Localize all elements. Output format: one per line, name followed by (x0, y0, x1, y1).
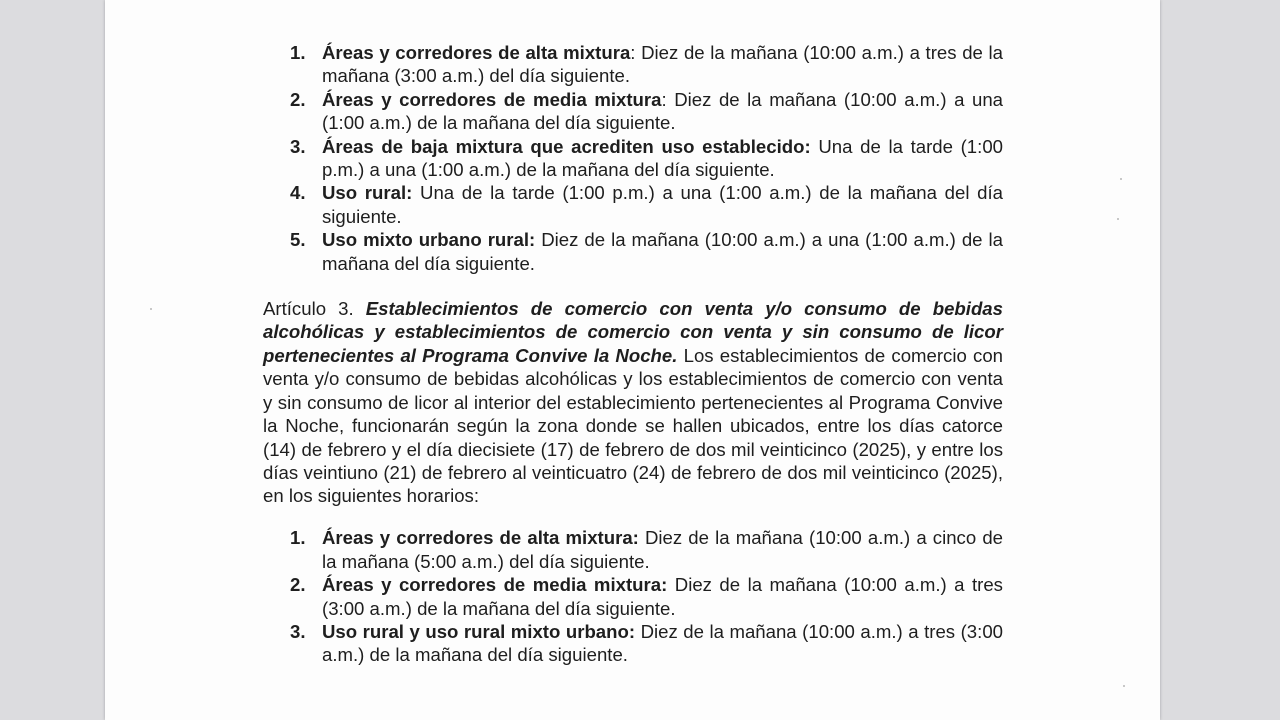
scan-speck (150, 308, 152, 310)
scan-speck (1123, 685, 1125, 687)
list-item-heading: Uso rural: (322, 182, 413, 204)
scan-speck (1117, 218, 1119, 220)
list-item (263, 88, 1003, 135)
list-item-heading: Áreas de baja mixtura que acrediten uso establecido: (322, 135, 811, 157)
list-item-number: 4. (290, 182, 306, 204)
list-item-text: Diez de la mañana (10:00 a.m.) a cinco de la mañana (5:00 a.m.) del día siguiente. (322, 527, 1003, 572)
list-item-number: 2. (290, 88, 306, 110)
list-item-text: : Diez de la mañana (10:00 a.m.) a una (1:00 a.m.) de la mañana del día siguiente. (322, 88, 1003, 134)
list-item-text: Diez de la mañana (10:00 a.m.) a tres (3:00 a.m.) de la mañana del día siguiente. (322, 574, 1003, 619)
list-item (263, 41, 1003, 88)
schedule-list-top (263, 41, 1003, 275)
list-item-number: 2. (290, 574, 306, 596)
list-item-number: 5. (290, 229, 306, 251)
list-item-heading: Áreas y corredores de media mixtura (322, 88, 662, 110)
list-item (263, 620, 1003, 667)
list-item-text: : Diez de la mañana (10:00 a.m.) a tres de la mañana (3:00 a.m.) del día siguiente. (322, 42, 1003, 87)
page-content (263, 41, 1003, 667)
article-3-paragraph (263, 297, 1003, 508)
list-item-text: Diez de la mañana (10:00 a.m.) a tres (3:00 a.m.) de la mañana del día siguiente. (322, 620, 1003, 666)
list-item (263, 181, 1003, 228)
list-item (263, 573, 1003, 620)
list-item-heading: Áreas y corredores de media mixtura: (322, 574, 668, 596)
list-item-number: 3. (290, 620, 306, 642)
list-item (263, 526, 1003, 573)
list-item-heading: Áreas y corredores de alta mixtura (322, 42, 631, 63)
list-item-text: Diez de la mañana (10:00 a.m.) a una (1:00 a.m.) de la mañana del día siguiente. (322, 229, 1003, 274)
list-item-heading: Áreas y corredores de alta mixtura: (322, 527, 639, 549)
article-body: Los establecimientos de comercio con venta y/o consumo de bebidas alcohólicas y los establecimientos de comercio con venta y sin consumo de licor al interior del establecimiento pertenecientes al Programa Convive la Noche, funcionarán según la zona donde se hallen ubicados, entre los días catorce (14) de febrero y el día diecisiete (17) de febrero de dos mil veinticinco (2025), y entre los días veintiuno (21) de febrero al veinticuatro (24) de febrero de dos mil veinticinco (2025), en los siguientes horarios: (263, 344, 1004, 507)
document-page[interactable] (105, 0, 1160, 720)
list-item-number: 1. (290, 42, 306, 63)
list-item-text: Una de la tarde (1:00 p.m.) a una (1:00 a.m.) de la mañana del día siguiente. (322, 135, 1004, 181)
list-item-number: 3. (290, 135, 306, 157)
list-item (263, 135, 1003, 182)
article-number: Artículo 3. (263, 298, 366, 320)
list-item-text: Una de la tarde (1:00 p.m.) a una (1:00 a.m.) de la mañana del día siguiente. (322, 182, 1003, 227)
list-item-heading: Uso mixto urbano rural: (322, 229, 536, 251)
list-item-heading: Uso rural y uso rural mixto urbano: (322, 620, 636, 642)
list-item (263, 228, 1003, 275)
scan-speck (1120, 178, 1122, 180)
article-title: Establecimientos de comercio con venta y/o consumo de bebidas alcohólicas y establecimientos de comercio con venta y sin consumo de licor pertenecientes al Programa Convive la Noche. (263, 298, 1003, 366)
list-item-number: 1. (290, 527, 306, 549)
schedule-list-bottom (263, 526, 1003, 666)
